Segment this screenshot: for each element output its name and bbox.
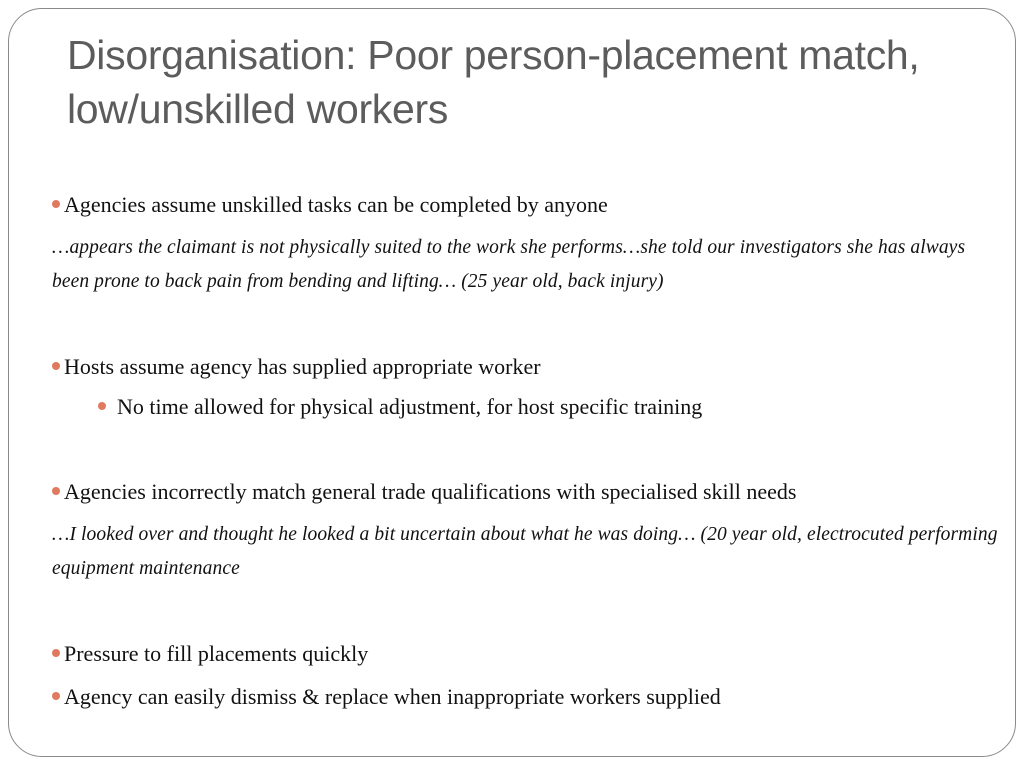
bullet-icon — [52, 649, 60, 657]
sub-bullet-text: No time allowed for physical adjustment, for host specific training — [117, 394, 703, 419]
quote-text: …appears the claimant is not physically suited to the work she performs…she told our investigators she has always been prone to back pain from bending and lifting… (25 year old, back injury) — [52, 237, 966, 292]
bullet-text: Agencies incorrectly match general trade qualifications with specialised skill needs — [64, 479, 797, 504]
slide-title: Disorganisation: Poor person-placement match, low/unskilled workers — [67, 32, 920, 132]
bullet-item — [52, 191, 608, 219]
quote-text: …I looked over and thought he looked a bit uncertain about what he was doing… (20 year old, electrocuted performing equipment maintenance — [52, 524, 998, 579]
bullet-text: Agency can easily dismiss & replace when inappropriate workers supplied — [64, 684, 721, 709]
sub-bullet-item — [98, 393, 702, 421]
bullet-icon — [98, 402, 106, 410]
bullet-text: Pressure to fill placements quickly — [64, 641, 369, 666]
bullet-icon — [52, 200, 60, 208]
bullet-icon — [52, 487, 60, 495]
bullet-icon — [52, 362, 60, 370]
bullet-icon — [52, 692, 60, 700]
bullet-item — [52, 640, 368, 668]
bullet-text: Agencies assume unskilled tasks can be completed by anyone — [64, 192, 608, 217]
bullet-text: Hosts assume agency has supplied appropriate worker — [64, 354, 541, 379]
bullet-item — [52, 353, 541, 381]
bullet-item — [52, 683, 721, 711]
bullet-item — [52, 478, 796, 506]
